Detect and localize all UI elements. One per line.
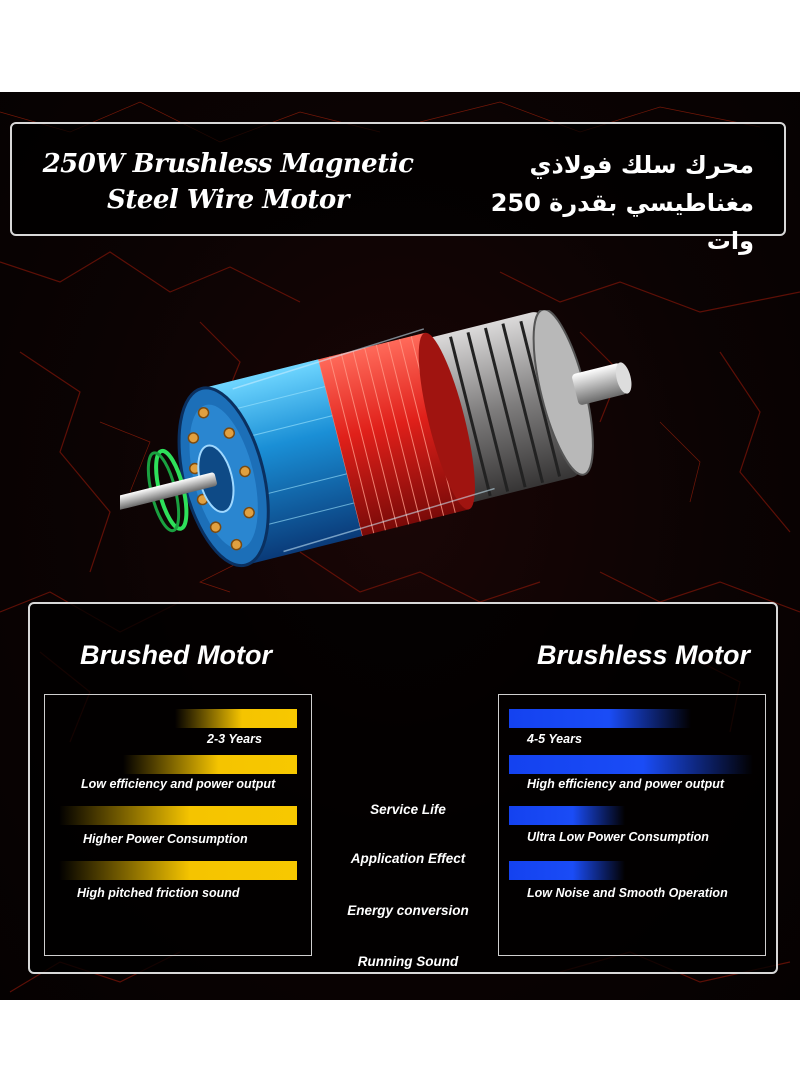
criterion-energy-conversion: Energy conversion <box>347 903 469 918</box>
brushless-application-effect-bar <box>509 755 753 774</box>
title-arabic <box>454 146 754 260</box>
comparison-panel <box>28 602 778 974</box>
brushed-service-life-label: 2-3 Years <box>207 732 262 746</box>
brushless-motor-list <box>498 694 766 956</box>
title-panel <box>10 122 786 255</box>
brushless-application-effect-label: High efficiency and power output <box>527 777 725 791</box>
brushed-motor-list <box>44 694 312 956</box>
criterion-running-sound: Running Sound <box>357 954 459 969</box>
criterion-service-life: Service Life <box>370 802 446 817</box>
title-arabic-line-1: محرك سلك فولاذي <box>529 151 754 179</box>
brushless-running-sound-label: Low Noise and Smooth Operation <box>527 886 728 900</box>
brushed-application-effect-label: Low efficiency and power output <box>81 777 276 791</box>
criterion-application-effect: Application Effect <box>350 851 466 866</box>
brushless-service-life-bar <box>509 709 691 728</box>
brushless-service-life-label: 4-5 Years <box>527 732 582 746</box>
motor-illustration <box>120 310 680 570</box>
brushless-motor-heading: Brushless Motor <box>536 640 750 670</box>
brushless-energy-conversion-bar <box>509 806 625 825</box>
title-english <box>38 146 418 218</box>
brushed-running-sound-bar <box>59 861 297 880</box>
title-english-line-1: 250W Brushless Magnetic <box>42 149 414 179</box>
brushed-motor-heading: Brushed Motor <box>80 640 272 670</box>
brushed-energy-conversion-bar <box>59 806 297 825</box>
title-english-line-2: Steel Wire Motor <box>107 185 349 215</box>
brushless-energy-conversion-label: Ultra Low Power Consumption <box>527 830 709 844</box>
brushed-service-life-bar <box>175 709 297 728</box>
title-arabic-line-2: مغناطيسي بقدرة 250 وات <box>490 189 754 255</box>
product-banner <box>0 92 800 1000</box>
brushless-running-sound-bar <box>509 861 625 880</box>
brushed-energy-conversion-label: Higher Power Consumption <box>83 832 248 846</box>
brushed-running-sound-label: High pitched friction sound <box>77 886 240 900</box>
brushed-application-effect-bar <box>123 755 297 774</box>
